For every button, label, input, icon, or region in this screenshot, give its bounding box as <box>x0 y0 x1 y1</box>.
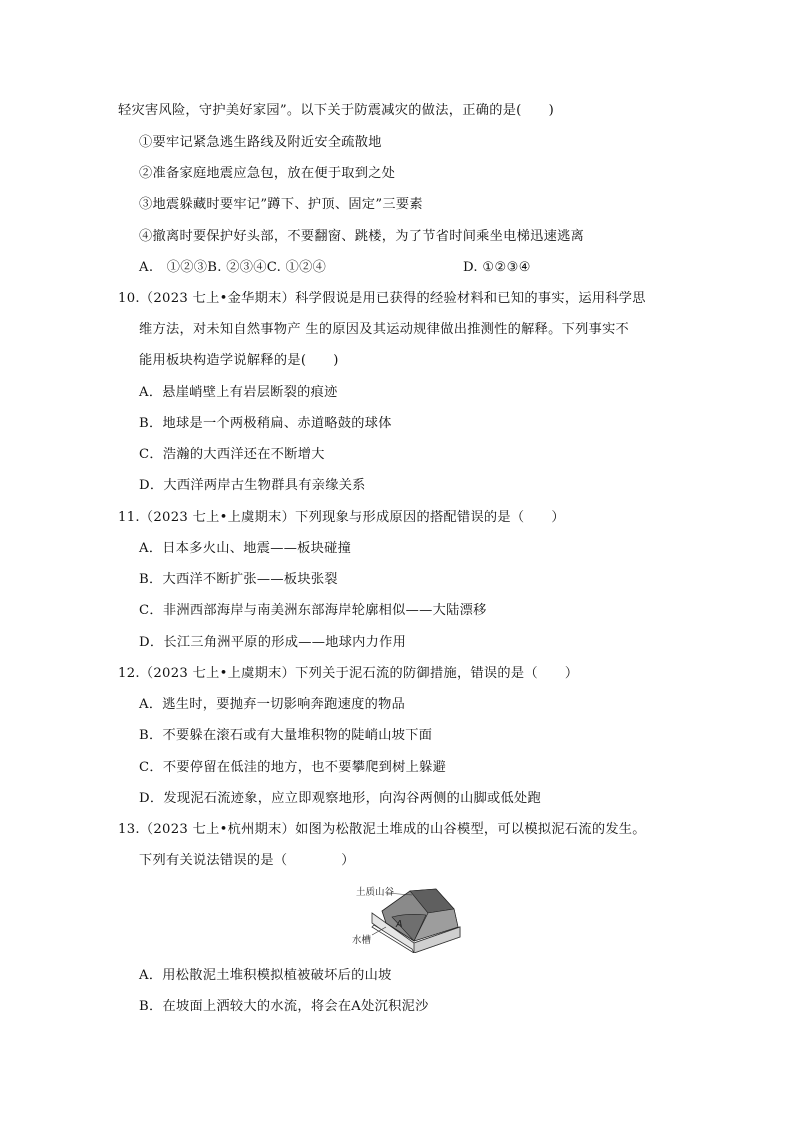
q10-option-d: D．大西洋两岸古生物群具有亲缘关系 <box>139 478 366 493</box>
valley-model-figure <box>352 883 462 953</box>
figure-label-valley: 土质山谷 <box>356 887 395 898</box>
figure-label-trough: 水槽 <box>352 935 372 946</box>
q9-item-4: ④撤离时要保护好头部，不要翻窗、跳楼，为了节省时间乘坐电梯迅速逃离 <box>139 229 585 244</box>
q12-option-d: D．发现泥石流迹象，应立即观察地形，向沟谷两侧的山脚或低处跑 <box>139 791 542 806</box>
q9-stem: 轻灾害风险，守护美好家园”。以下关于防震减灾的做法，正确的是( ) <box>118 103 555 118</box>
q13-stem-line1: 13.（2023 七上•杭州期末）如图为松散泥土堆成的山谷模型，可以模拟泥石流的发生。 <box>118 822 646 837</box>
q10-option-b: B．地球是一个两极稍扁、赤道略鼓的球体 <box>139 416 392 431</box>
q11-stem: 11.（2023 七上•上虞期末）下列现象与形成原因的搭配错误的是（ ） <box>118 510 565 525</box>
q11-option-b: B．大西洋不断扩张——板块张裂 <box>139 572 338 587</box>
q12-option-c: C．不要停留在低洼的地方，也不要攀爬到树上躲避 <box>139 760 447 775</box>
q10-stem-line2: 维方法，对未知自然事物产 生的原因及其运动规律做出推测性的解释。下列事实不 <box>139 322 630 337</box>
q11-option-a: A．日本多火山、地震——板块碰撞 <box>139 541 352 556</box>
q9-item-1: ①要牢记紧急逃生路线及附近安全疏散地 <box>139 135 382 150</box>
q12-stem: 12.（2023 七上•上虞期末）下列关于泥石流的防御措施，错误的是（ ） <box>118 666 579 681</box>
q10-stem-line1: 10.（2023 七上•金华期末）科学假说是用已获得的经验材料和已知的事实，运用科学思 <box>118 291 646 306</box>
q9-item-3: ③地震躲藏时要牢记”蹲下、护顶、固定”三要素 <box>139 197 423 212</box>
q13-stem-line2: 下列有关说法错误的是（ ） <box>139 853 355 868</box>
q13-option-a: A．用松散泥土堆积模拟植被破坏后的山坡 <box>139 968 392 983</box>
q10-option-a: A．悬崖峭壁上有岩层断裂的痕迹 <box>139 385 338 400</box>
q9-option-d: D. ①②③④ <box>463 260 531 275</box>
q11-option-c: C．非洲西部海岸与南美洲东部海岸轮廓相似——大陆漂移 <box>139 603 487 618</box>
q10-stem-line3: 能用板块构造学说解释的是( ) <box>139 353 339 368</box>
figure-label-a: A <box>396 919 403 930</box>
q13-option-b: B．在坡面上洒较大的水流，将会在A处沉积泥沙 <box>139 999 429 1014</box>
q12-option-b: B．不要躲在滚石或有大量堆积物的陡峭山坡下面 <box>139 728 433 743</box>
q9-item-2: ②准备家庭地震应急包，放在便于取到之处 <box>139 166 396 181</box>
q12-option-a: A．逃生时，要抛弃一切影响奔跑速度的物品 <box>139 697 406 712</box>
q11-option-d: D．长江三角洲平原的形成——地球内力作用 <box>139 635 407 650</box>
q10-option-c: C．浩瀚的大西洋还在不断增大 <box>139 447 325 462</box>
q9-options-abc: A. ①②③B. ②③④C. ①②④ <box>139 260 327 275</box>
